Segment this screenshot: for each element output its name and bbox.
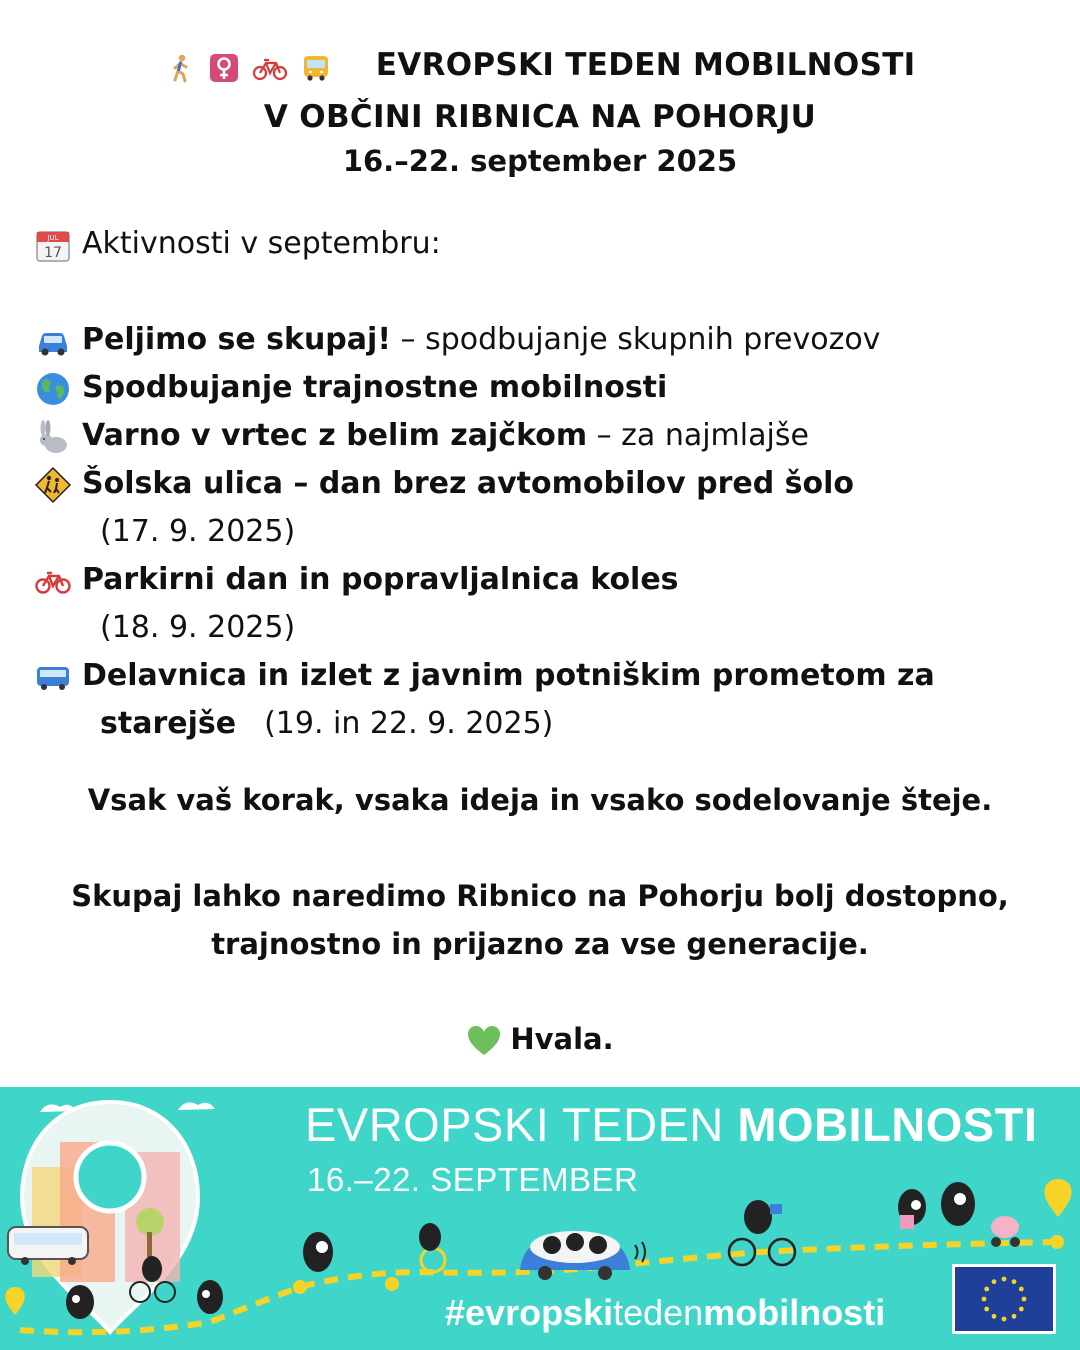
activity-title-cont: starejše: [100, 706, 237, 741]
intro-text: Aktivnosti v septembru:: [82, 226, 441, 261]
activity-item: [34, 316, 1064, 364]
path-node: [385, 1277, 399, 1291]
event-date: 16.–22. september 2025: [342, 143, 738, 178]
hashtag-part-3: mobilnosti: [703, 1292, 886, 1333]
character-wheelchair: [419, 1223, 445, 1272]
intro-line: [34, 220, 1064, 268]
activity-title: Delavnica in izlet z javnim potniškim prometom za: [82, 658, 935, 693]
hashtag-part-1: #evropski: [445, 1292, 614, 1333]
bicycle-icon: [252, 53, 288, 83]
female-sign-icon: [209, 53, 239, 83]
car-icon: [34, 322, 72, 360]
activity-item: [34, 364, 1064, 412]
thanks-text: Hvala.: [510, 1022, 614, 1056]
bicycle-icon: [34, 562, 72, 600]
character-family: [898, 1182, 1020, 1247]
header-icons: [165, 42, 332, 92]
rabbit-icon: [34, 418, 72, 456]
title-line-2: V OBČINI RIBNICA NA POHORJU: [263, 98, 817, 135]
activity-continuation: [34, 700, 1064, 748]
person-walking-icon: [166, 53, 196, 83]
eu-star: [992, 1314, 997, 1319]
children-crossing-icon: [34, 466, 72, 504]
header: [0, 40, 1080, 178]
closing-line-3: trajnostno in prijazno za vse generacije.: [211, 927, 869, 961]
spacer: [34, 268, 1064, 316]
title-line-1-text: EVROPSKI TEDEN MOBILNOSTI: [375, 47, 916, 83]
eu-star: [1002, 1317, 1007, 1322]
path-node: [1050, 1235, 1064, 1249]
closing-line-1: Vsak vaš korak, vsaka ideja in vsako sodelovanje šteje.: [87, 783, 993, 817]
car-illustration: [520, 1231, 645, 1280]
tram-illustration: [8, 1227, 88, 1265]
activity-date: (19. in 22. 9. 2025): [264, 706, 554, 741]
path-node: [293, 1280, 307, 1294]
title-line-1: [0, 40, 1080, 92]
activity-title: Šolska ulica – dan brez avtomobilov pred šolo: [82, 466, 855, 501]
eu-star: [1002, 1277, 1007, 1282]
activity-item: [34, 412, 1064, 460]
eu-flag-icon: [952, 1264, 1056, 1334]
thanks: [0, 1015, 1080, 1063]
activity-title: Parkirni dan in popravljalnica koles: [82, 562, 679, 597]
eu-star: [1019, 1307, 1024, 1312]
activity-item: [34, 556, 1064, 604]
activity-date: (18. 9. 2025): [100, 610, 296, 645]
banner-title-bold: MOBILNOSTI: [737, 1098, 1038, 1151]
small-pin-icon: [5, 1287, 24, 1315]
hashtag-part-2: teden: [613, 1292, 704, 1333]
calendar-icon: [34, 226, 72, 264]
activity-date: (17. 9. 2025): [100, 514, 296, 549]
eu-star: [982, 1297, 987, 1302]
location-pin-illustration: [22, 1102, 198, 1332]
banner-title: [305, 1097, 1037, 1152]
eu-star: [992, 1279, 997, 1284]
closing-line-2: Skupaj lahko naredimo Ribnico na Pohorju bolj dostopno,: [71, 879, 1009, 913]
activity-item: [34, 460, 1064, 508]
character-cyclist: [130, 1200, 795, 1302]
green-heart-icon: [466, 1025, 502, 1057]
eu-star: [984, 1287, 989, 1292]
banner-title-light: EVROPSKI TEDEN: [305, 1098, 738, 1151]
eu-star: [1019, 1287, 1024, 1292]
eu-star: [1012, 1314, 1017, 1319]
campaign-banner: [0, 1087, 1080, 1350]
svg-text:17: 17: [44, 244, 62, 261]
svg-text:JUL: JUL: [47, 233, 59, 242]
activity-desc: – za najmlajše: [587, 418, 809, 453]
activity-title: Peljimo se skupaj!: [82, 322, 391, 357]
activity-item: [34, 652, 1064, 700]
activity-title: Spodbujanje trajnostne mobilnosti: [82, 370, 668, 405]
activities-section: [34, 220, 1064, 748]
globe-icon: [34, 370, 72, 408]
activity-desc: – spodbujanje skupnih prevozov: [391, 322, 881, 357]
small-pin-icon: [1044, 1179, 1071, 1217]
cloud-icon: [178, 1102, 215, 1110]
eu-star: [1012, 1279, 1017, 1284]
banner-hashtag: [445, 1292, 885, 1334]
eu-star: [984, 1307, 989, 1312]
eu-star: [1022, 1297, 1027, 1302]
bus-icon: [34, 658, 72, 696]
bus-icon: [301, 53, 331, 83]
banner-date: 16.–22. SEPTEMBER: [307, 1161, 639, 1198]
activity-title: Varno v vrtec z belim zajčkom: [82, 418, 588, 453]
